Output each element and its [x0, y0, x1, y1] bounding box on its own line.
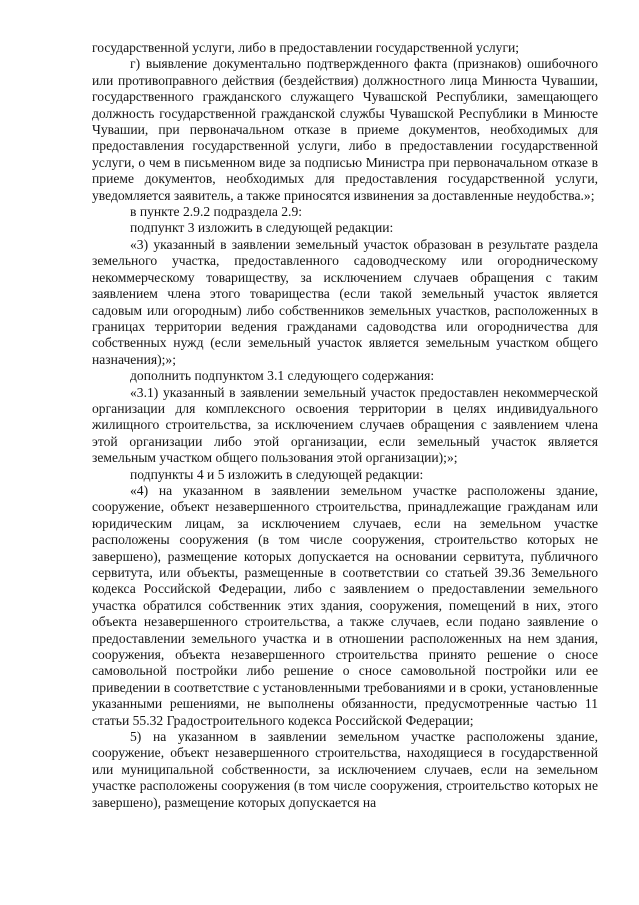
paragraph-subclause-3-1: «3.1) указанный в заявлении земельный участок предоставлен некоммерческой организации для комплексного освоения территории в целях индивидуального жилищного строительства, за исключением случаев обращения с заявлением члена этой организации либо этой организации, если земельный участок является земельным участком общего пользования этой организации);»; — [92, 384, 598, 466]
paragraph-subclause-3-intro: подпункт 3 изложить в следующей редакции: — [130, 220, 394, 236]
paragraph-subclause-3: «3) указанный в заявлении земельный участок образован в результате раздела земельного участка, предоставленного садоводческому или огородническому некоммерческому товариществу, за исключением случаев обращения с таким заявлением члена этого товарищества (если такой земельный участок является садовым или огородным) либо собственников земельных участков, расположенных в границах территории ведения гражданами садоводства или огородничества для собственных нужд (если земельный участок является земельным участком общего назначения);»; — [92, 236, 598, 367]
paragraph-subclauses-4-5-intro: подпункты 4 и 5 изложить в следующей редакции: — [130, 466, 424, 482]
paragraph-subclause-4: «4) на указанном в заявлении земельном участке расположены здание, сооружение, объект незавершенного строительства, принадлежащие гражданам или юридическим лицам, за исключением случаев, если на земельном участке расположены сооружения (в том числе сооружения, строительство которых не завершено), размещение которых допускается на основании сервитута, публичного сервитута, или объекты, размещенные в соответствии со статьей 39.36 Земельного кодекса Российской Федерации, либо с заявлением о предоставлении земельного участка обратился собственник этих здания, сооружения, помещений в них, этого объекта незавершенного строительства, а также случаев, если подано заявление о предоставлении земельного участка и в отношении расположенных на нем здания, сооружения, объекта незавершенного строительства принято решение о сносе самовольной постройки либо решение о сносе самовольной постройки или ее приведении в соответствие с установленными требованиями и в сроки, установленные указанными решениями, не выполнены обязанности, предусмотренные частью 11 статьи 55.32 Градостроительного кодекса Российской Федерации; — [92, 482, 598, 728]
paragraph-subclause-5: 5) на указанном в заявлении земельном участке расположены здание, сооружение, объект незавершенного строительства, находящиеся в государственной или муниципальной собственности, за исключением случаев, если на земельном участке расположены сооружения (в том числе сооружения, строительство которых не завершено), размещение которых допускается на — [92, 729, 598, 810]
paragraph-continuation: государственной услуги, либо в предоставлении государственной услуги; — [92, 40, 520, 55]
paragraph-amendment-intro: в пункте 2.9.2 подраздела 2.9: — [130, 204, 303, 220]
paragraph-subclause-3-1-intro: дополнить подпунктом 3.1 следующего содержания: — [130, 368, 435, 384]
document-page — [92, 40, 598, 811]
paragraph-subclause-g: г) выявление документально подтвержденного факта (признаков) ошибочного или противоправного действия (бездействия) должностного лица Минюста Чувашии, государственного гражданского служащего Чувашской Республики, замещающего должность государственной гражданской службы Чувашской Республики в Минюсте Чувашии, при первоначальном отказе в приеме документов, необходимых для предоставления государственной услуги, либо в предоставлении государственной услуги, о чем в письменном виде за подписью Министра при первоначальном отказе в приеме документов, необходимых для предоставления государственной услуги, уведомляется заявитель, а также приносятся извинения за доставленные неудобства.»; — [92, 56, 598, 203]
